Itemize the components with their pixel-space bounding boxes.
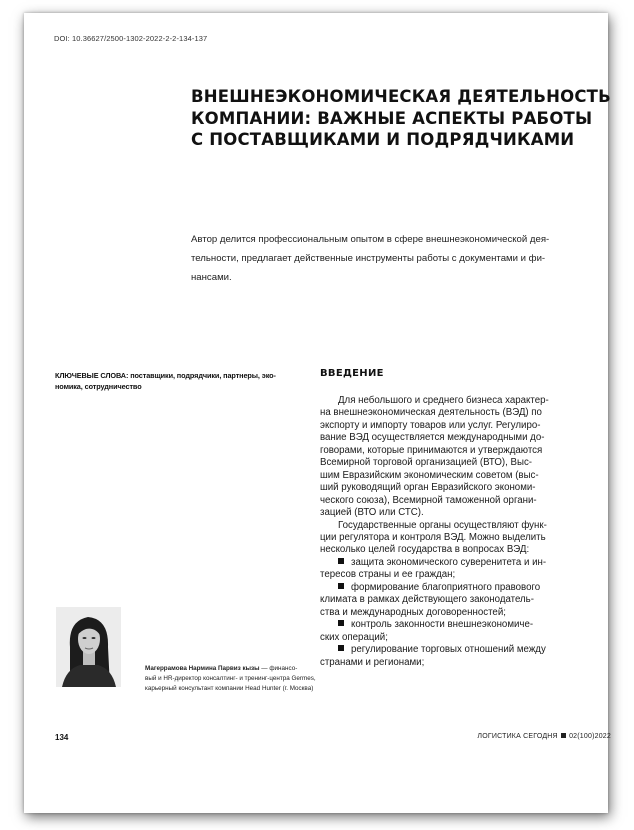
text-line: ских операций; [320, 631, 388, 643]
text-line: Для небольшого и среднего бизнеса характер- [338, 395, 549, 406]
title-line: КОМПАНИИ: ВАЖНЫЕ АСПЕКТЫ РАБОТЫ [191, 108, 593, 128]
title-line: С ПОСТАВЩИКАМИ И ПОДРЯДЧИКАМИ [191, 130, 575, 149]
text-line: шим Евразийским экономическим советом (выс- [320, 469, 539, 481]
text-line: зацией (ВТО или СТС). [320, 507, 424, 519]
text-line: на внешнеэкономическая деятельность (ВЭД) по [320, 407, 542, 419]
text-line: экспорту и импорту товаров или услуг. Регулиро- [320, 419, 541, 431]
square-bullet-icon [338, 645, 344, 651]
text-line: тересов страны и ее граждан; [320, 569, 456, 581]
text-line: вание ВЭД осуществляется международными до- [320, 432, 545, 444]
body-column [320, 395, 570, 669]
journal-footer [477, 733, 611, 740]
text-line: странами и регионами; [320, 656, 425, 668]
text-line: говорами, которые принимаются и утверждаются [320, 444, 543, 456]
text-line: ства и международных договоренностей; [320, 606, 506, 618]
article-title [191, 86, 611, 151]
author-caption: Магеррамова Нармина Парвиз кызы — финансо- вый и HR-директор консалтинг- и тренинг-центра Germes, карьерный консультант компании Head Hunter (г. Москва) [145, 665, 316, 692]
square-bullet-icon [338, 583, 344, 589]
doi-line: DOI: 10.36627/2500-1302-2022-2-2-134-137 [54, 34, 208, 43]
journal-name: ЛОГИСТИКА СЕГОДНЯ [477, 733, 558, 740]
lead-line: тельности, предлагает действенные инструменты работы с документами и фи- [191, 253, 546, 264]
author-portrait-icon [56, 607, 121, 687]
author-role: вый и HR-директор консалтинг- и тренинг-центра Germes, [145, 675, 316, 682]
keywords-label: КЛЮЧЕВЫЕ СЛОВА: [55, 371, 129, 380]
author-name: Магеррамова Нармина Парвиз кызы [145, 665, 260, 672]
paragraph [320, 520, 570, 557]
lead-line: нансами. [191, 272, 232, 283]
list-item: защита экономического суверенитета и ин- [320, 557, 570, 569]
square-bullet-icon [338, 558, 344, 564]
keywords-block [55, 370, 295, 392]
text-line: ший руководящий орган Евразийского экономи- [320, 482, 536, 494]
issue-number: 02(100)2022 [569, 733, 611, 740]
text-line: климата в рамках действующего законодатель- [320, 594, 534, 606]
keywords-text: поставщики, подрядчики, партнеры, эко- [128, 371, 276, 380]
lead-line: Автор делится профессиональным опытом в сфере внешнеэкономической дея- [191, 234, 550, 245]
square-bullet-icon [338, 620, 344, 626]
list-item: регулирование торговых отношений между [320, 644, 570, 656]
article-lead [191, 230, 565, 287]
text-line: Государственные органы осуществляют функ- [338, 519, 547, 531]
text-line: ческого союза), Всемирной таможенной органи- [320, 494, 537, 506]
bullet-list [320, 557, 570, 669]
square-separator-icon [561, 733, 566, 738]
list-item: формирование благоприятного правового [320, 582, 570, 594]
text-line: Всемирной торговой организацией (ВТО), Выс- [320, 457, 533, 469]
list-item: контроль законности внешнеэкономиче- [320, 619, 570, 631]
text-line: несколько целей государства в вопросах ВЭД: [320, 544, 530, 556]
author-role: карьерный консультант компании Head Hunter (г. Москва) [145, 685, 314, 692]
section-heading: ВВЕДЕНИЕ [320, 368, 384, 379]
keywords-text: номика, сотрудничество [55, 382, 142, 391]
page-number: 134 [55, 733, 69, 742]
paragraph [320, 395, 570, 520]
author-photo [56, 607, 121, 687]
title-line: ВНЕШНЕЭКОНОМИЧЕСКАЯ ДЕЯТЕЛЬНОСТЬ [191, 87, 611, 106]
text-line: ции регулятора и контроля ВЭД. Можно выделить [320, 531, 546, 543]
